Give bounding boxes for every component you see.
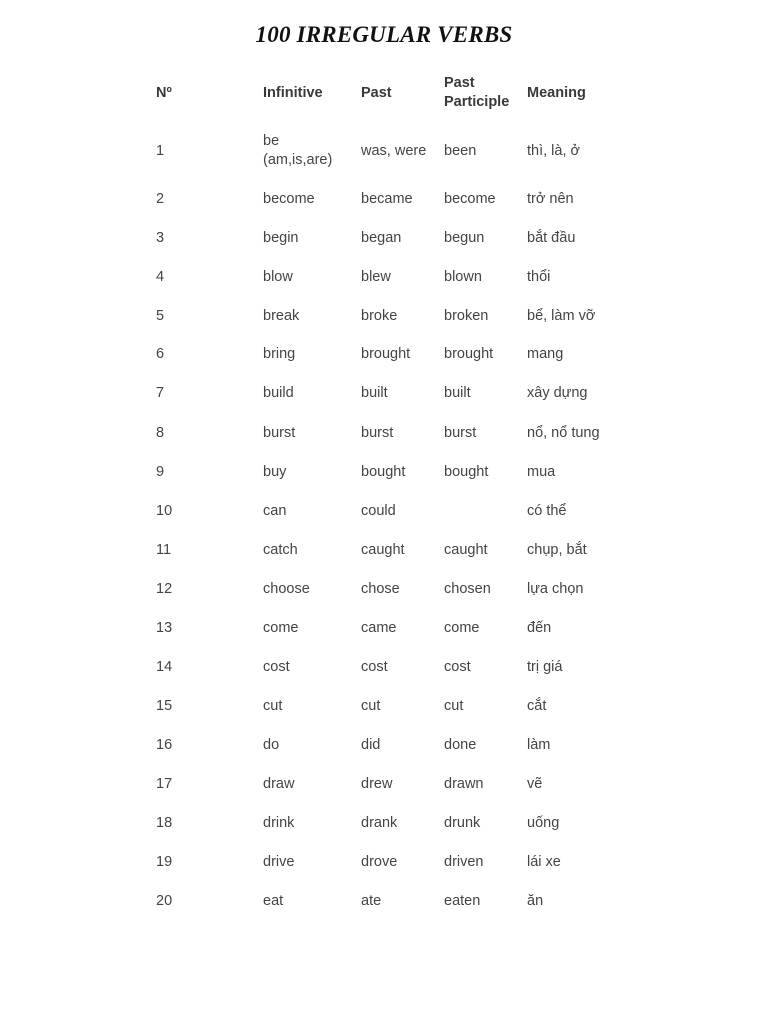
table-row xyxy=(0,697,768,717)
cell-past: became xyxy=(361,191,413,207)
cell-past-participle: built xyxy=(444,385,471,401)
cell-meaning: thì, là, ở xyxy=(527,143,581,159)
cell-past-participle: begun xyxy=(444,230,485,246)
cell-infinitive: do xyxy=(263,737,280,753)
cell-past: burst xyxy=(361,425,394,441)
cell-past-participle: come xyxy=(444,620,480,636)
table-row xyxy=(0,229,768,249)
header-meaning: Meaning xyxy=(527,85,586,101)
cell-past-participle: burst xyxy=(444,425,477,441)
cell-meaning: trị giá xyxy=(527,659,563,675)
cell-no: 11 xyxy=(156,542,172,558)
cell-infinitive: cut xyxy=(263,698,283,714)
cell-no: 12 xyxy=(156,581,173,597)
cell-infinitive: build xyxy=(263,385,294,401)
table-row xyxy=(0,307,768,327)
cell-meaning: mang xyxy=(527,346,564,362)
table-row xyxy=(0,736,768,756)
table-row xyxy=(0,190,768,210)
cell-meaning: làm xyxy=(527,737,551,753)
cell-no: 9 xyxy=(156,464,165,480)
cell-infinitive: cost xyxy=(263,659,290,675)
cell-meaning: cắt xyxy=(527,698,547,714)
cell-past: caught xyxy=(361,542,405,558)
cell-meaning: lựa chọn xyxy=(527,581,584,597)
cell-meaning: bắt đầu xyxy=(527,230,576,246)
cell-past-participle: cut xyxy=(444,698,464,714)
cell-past: broke xyxy=(361,308,398,324)
cell-no: 17 xyxy=(156,776,173,792)
header-past-participle xyxy=(444,74,509,112)
header-past-participle-line1: Past xyxy=(444,75,475,91)
cell-infinitive: burst xyxy=(263,425,296,441)
table-row xyxy=(0,345,768,365)
cell-past: chose xyxy=(361,581,400,597)
cell-past-participle: eaten xyxy=(444,893,481,909)
cell-past: did xyxy=(361,737,381,753)
cell-past: cut xyxy=(361,698,381,714)
cell-past-participle: drunk xyxy=(444,815,481,831)
cell-infinitive: break xyxy=(263,308,300,324)
cell-no: 14 xyxy=(156,659,173,675)
cell-past: drank xyxy=(361,815,398,831)
cell-no: 8 xyxy=(156,425,165,441)
cell-no: 15 xyxy=(156,698,173,714)
header-no: Nº xyxy=(156,85,172,101)
cell-past: brought xyxy=(361,346,411,362)
cell-meaning: uống xyxy=(527,815,560,831)
cell-past-participle: drawn xyxy=(444,776,484,792)
table-header xyxy=(0,75,768,122)
cell-past-participle: caught xyxy=(444,542,488,558)
cell-past-participle: bought xyxy=(444,464,489,480)
cell-meaning: trở nên xyxy=(527,191,574,207)
cell-infinitive: drive xyxy=(263,854,295,870)
cell-meaning: đến xyxy=(527,620,552,636)
cell-infinitive: blow xyxy=(263,269,293,285)
cell-infinitive: become xyxy=(263,191,315,207)
cell-past-participle: cost xyxy=(444,659,471,675)
cell-past-participle: blown xyxy=(444,269,482,285)
cell-meaning: ăn xyxy=(527,893,544,909)
cell-meaning: thổi xyxy=(527,269,551,285)
cell-past-participle: been xyxy=(444,143,477,159)
cell-past: came xyxy=(361,620,397,636)
cell-meaning: bể, làm vỡ xyxy=(527,308,596,324)
table-row xyxy=(0,541,768,561)
table-row xyxy=(0,814,768,834)
table-row xyxy=(0,853,768,873)
cell-infinitive-line2: (am,is,are) xyxy=(263,152,333,168)
cell-no: 3 xyxy=(156,230,165,246)
cell-no: 18 xyxy=(156,815,173,831)
header-past-participle-line2: Participle xyxy=(444,94,510,110)
table-row xyxy=(0,658,768,678)
cell-infinitive: begin xyxy=(263,230,299,246)
cell-past: cost xyxy=(361,659,388,675)
cell-meaning: mua xyxy=(527,464,556,480)
cell-infinitive: buy xyxy=(263,464,287,480)
cell-meaning: có thể xyxy=(527,503,567,519)
cell-infinitive-line1: be xyxy=(263,133,280,149)
header-past: Past xyxy=(361,85,392,101)
cell-infinitive: drink xyxy=(263,815,295,831)
cell-no: 1 xyxy=(156,143,165,159)
cell-no: 16 xyxy=(156,737,173,753)
cell-past: drew xyxy=(361,776,393,792)
cell-past: bought xyxy=(361,464,406,480)
cell-no: 19 xyxy=(156,854,173,870)
cell-past: blew xyxy=(361,269,391,285)
table-row xyxy=(0,502,768,522)
cell-infinitive: catch xyxy=(263,542,298,558)
cell-infinitive: draw xyxy=(263,776,295,792)
cell-past-participle: driven xyxy=(444,854,484,870)
table-row xyxy=(0,892,768,912)
table-row xyxy=(0,268,768,288)
cell-infinitive: bring xyxy=(263,346,296,362)
cell-no: 10 xyxy=(156,503,173,519)
cell-meaning: vẽ xyxy=(527,776,543,792)
header-infinitive: Infinitive xyxy=(263,85,323,101)
cell-past: drove xyxy=(361,854,398,870)
table-row xyxy=(0,133,768,182)
cell-past-participle: become xyxy=(444,191,496,207)
cell-past: began xyxy=(361,230,402,246)
cell-past: built xyxy=(361,385,388,401)
cell-no: 20 xyxy=(156,893,173,909)
cell-no: 5 xyxy=(156,308,165,324)
cell-meaning: chụp, bắt xyxy=(527,542,587,558)
cell-past-participle: chosen xyxy=(444,581,491,597)
cell-past: could xyxy=(361,503,396,519)
table-row xyxy=(0,775,768,795)
table-row xyxy=(0,384,768,404)
page-title: 100 IRREGULAR VERBS xyxy=(255,22,513,47)
cell-no: 6 xyxy=(156,346,165,362)
table-row xyxy=(0,424,768,444)
cell-no: 13 xyxy=(156,620,173,636)
cell-past: was, were xyxy=(361,143,427,159)
cell-past-participle: brought xyxy=(444,346,494,362)
cell-past: ate xyxy=(361,893,382,909)
cell-infinitive: eat xyxy=(263,893,284,909)
cell-past-participle: done xyxy=(444,737,477,753)
cell-meaning: nổ, nổ tung xyxy=(527,425,600,441)
cell-infinitive: can xyxy=(263,503,287,519)
cell-no: 7 xyxy=(156,385,165,401)
cell-infinitive xyxy=(263,132,332,170)
cell-past-participle: broken xyxy=(444,308,489,324)
table-row xyxy=(0,580,768,600)
cell-infinitive: choose xyxy=(263,581,310,597)
cell-meaning: lái xe xyxy=(527,854,561,870)
cell-infinitive: come xyxy=(263,620,299,636)
table-row xyxy=(0,619,768,639)
cell-no: 4 xyxy=(156,269,165,285)
cell-no: 2 xyxy=(156,191,165,207)
cell-meaning: xây dựng xyxy=(527,385,588,401)
table-row xyxy=(0,463,768,483)
